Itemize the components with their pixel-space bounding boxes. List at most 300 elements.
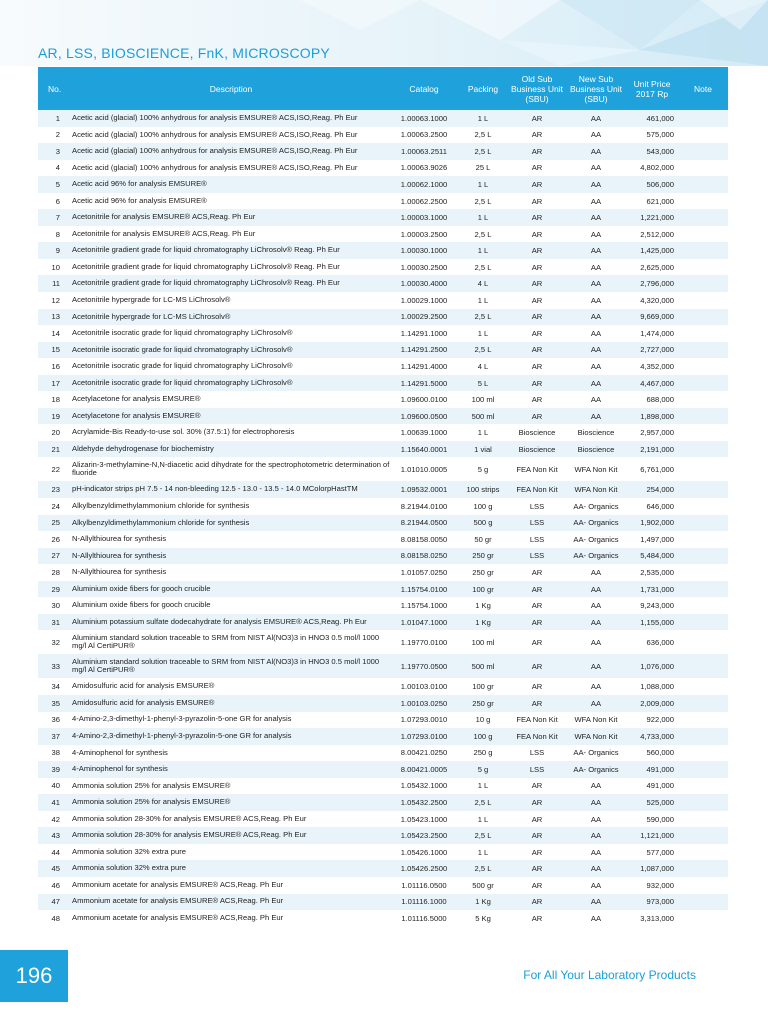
cell-packing: 100 gr xyxy=(472,682,494,692)
cell-row-number: 46 xyxy=(51,880,60,890)
cell-note xyxy=(678,176,728,193)
cell-description: Acetic acid 96% for analysis EMSURE® xyxy=(72,176,390,193)
cell-description: Ammonia solution 25% for analysis EMSURE® xyxy=(72,794,390,811)
cell-row-number: 27 xyxy=(38,548,72,565)
cell-old-sbu: LSS xyxy=(529,534,545,544)
cell-packing: 1 L xyxy=(477,847,489,857)
cell-packing: 2,5 L xyxy=(458,309,508,326)
cell-packing: 1 Kg xyxy=(458,614,508,631)
cell-row-number: 9 xyxy=(38,242,72,259)
cell-new-sbu: AA xyxy=(566,110,626,127)
cell-description: Acetic acid 96% for analysis EMSURE® xyxy=(72,195,207,205)
cell-description: pH-indicator strips pH 7.5 - 14 non-bleeding 12.5 - 13.0 - 13.5 - 14.0 MColorpHastTM xyxy=(72,481,390,498)
cell-description: Acetonitrile isocratic grade for liquid chromatography LiChrosolv® xyxy=(72,342,390,359)
cell-note xyxy=(678,275,728,292)
cell-catalog: 1.01116.0500 xyxy=(401,880,447,890)
cell-catalog: 1.05423.2500 xyxy=(390,827,458,844)
cell-unit-price: 1,902,000 xyxy=(626,515,678,532)
cell-old-sbu: Bioscience xyxy=(508,441,566,458)
table-row xyxy=(38,811,728,828)
cell-unit-price: 491,000 xyxy=(626,761,678,778)
cell-description: Amidosulfuric acid for analysis EMSURE® xyxy=(72,695,390,712)
cell-note xyxy=(678,143,728,160)
header-new-sbu: New Sub Business Unit (SBU) xyxy=(566,67,626,110)
cell-old-sbu: AR xyxy=(531,913,543,923)
cell-new-sbu: AA xyxy=(566,242,626,259)
cell-old-sbu: AR xyxy=(508,209,566,226)
cell-catalog: 1.00103.0100 xyxy=(400,682,448,692)
cell-old-sbu: AR xyxy=(508,143,566,160)
cell-catalog: 1.00103.0250 xyxy=(390,695,458,712)
cell-new-sbu: AA xyxy=(566,209,626,226)
page-number: 196 xyxy=(15,963,53,988)
cell-description: Aluminium oxide fibers for gooch crucible xyxy=(72,600,211,610)
cell-catalog: 1.09600.0100 xyxy=(400,395,448,405)
cell-old-sbu: LSS xyxy=(508,515,566,532)
cell-note xyxy=(678,910,728,927)
cell-unit-price: 491,000 xyxy=(646,781,674,791)
cell-new-sbu: WFA Non Kit xyxy=(574,464,618,474)
cell-note xyxy=(678,564,728,581)
cell-packing: 500 g xyxy=(458,515,508,532)
cell-catalog: 1.01047.1000 xyxy=(390,614,458,631)
cell-description: 4-Aminophenol for synthesis xyxy=(72,747,168,757)
header-description: Description xyxy=(72,67,390,110)
cell-new-sbu: WFA Non Kit xyxy=(566,481,626,498)
cell-catalog: 1.00003.1000 xyxy=(390,209,458,226)
cell-new-sbu: AA xyxy=(590,229,602,239)
table-row xyxy=(38,794,728,811)
cell-unit-price: 2,727,000 xyxy=(626,342,678,359)
cell-catalog: 1.07293.0010 xyxy=(400,715,448,725)
cell-old-sbu: FEA Non Kit xyxy=(516,715,558,725)
cell-description: 4-Amino-2,3-dimethyl-1-phenyl-3-pyrazolin-5-one GR for analysis xyxy=(72,714,292,724)
cell-note xyxy=(678,630,728,654)
cell-catalog: 1.00030.2500 xyxy=(400,262,448,272)
cell-note xyxy=(678,292,728,309)
cell-row-number: 10 xyxy=(51,262,60,272)
cell-description: Aldehyde dehydrogenase for biochemistry xyxy=(72,441,390,458)
cell-packing: 2,5 L xyxy=(474,196,492,206)
cell-row-number: 19 xyxy=(38,408,72,425)
table-row xyxy=(38,259,728,276)
cell-row-number: 39 xyxy=(38,761,72,778)
cell-old-sbu: AR xyxy=(508,894,566,911)
cell-note xyxy=(678,712,728,729)
cell-unit-price: 688,000 xyxy=(646,395,674,405)
cell-description: Ammonia solution 32% extra pure xyxy=(72,860,390,877)
cell-new-sbu: Bioscience xyxy=(577,428,615,438)
cell-packing: 250 gr xyxy=(472,567,494,577)
header-unit-price: Unit Price 2017 Rp xyxy=(626,67,678,110)
table-row xyxy=(38,242,728,259)
cell-note xyxy=(678,358,728,375)
cell-catalog: 8.08158.0250 xyxy=(390,548,458,565)
cell-row-number: 11 xyxy=(38,275,72,292)
cell-unit-price: 1,076,000 xyxy=(626,654,678,678)
table-row xyxy=(38,143,728,160)
cell-catalog: 1.00062.1000 xyxy=(390,176,458,193)
cell-packing: 1 vial xyxy=(458,441,508,458)
table-row xyxy=(38,630,728,654)
cell-row-number: 18 xyxy=(51,395,60,405)
cell-row-number: 12 xyxy=(51,295,60,305)
cell-new-sbu: AA xyxy=(590,395,602,405)
cell-catalog: 1.09532.0001 xyxy=(390,481,458,498)
header-no: No. xyxy=(38,67,72,110)
cell-new-sbu: AA xyxy=(590,361,602,371)
cell-old-sbu: AR xyxy=(508,827,566,844)
cell-row-number: 5 xyxy=(38,176,72,193)
cell-unit-price: 2,535,000 xyxy=(640,567,674,577)
cell-old-sbu: AR xyxy=(508,614,566,631)
cell-unit-price: 543,000 xyxy=(626,143,678,160)
cell-note xyxy=(678,424,728,441)
cell-row-number: 6 xyxy=(55,196,60,206)
cell-unit-price: 9,669,000 xyxy=(626,309,678,326)
cell-old-sbu: AR xyxy=(531,130,543,140)
cell-new-sbu: AA xyxy=(590,847,602,857)
cell-catalog: 1.01057.0250 xyxy=(400,567,448,577)
cell-packing: 100 ml xyxy=(471,395,495,405)
cell-catalog: 1.00030.1000 xyxy=(390,242,458,259)
cell-description: Acetonitrile isocratic grade for liquid chromatography LiChrosolv® xyxy=(72,361,293,371)
cell-note xyxy=(678,548,728,565)
cell-catalog: 1.00029.2500 xyxy=(390,309,458,326)
cell-description: Acetic acid (glacial) 100% anhydrous for analysis EMSURE® ACS,ISO,Reag. Ph Eur xyxy=(72,143,390,160)
cell-row-number: 37 xyxy=(38,728,72,745)
cell-catalog: 1.07293.0100 xyxy=(390,728,458,745)
cell-unit-price: 1,497,000 xyxy=(640,534,674,544)
cell-row-number: 21 xyxy=(38,441,72,458)
cell-row-number: 40 xyxy=(51,781,60,791)
table-row xyxy=(38,342,728,359)
table-row xyxy=(38,391,728,408)
cell-row-number: 14 xyxy=(51,328,60,338)
cell-description: Acetic acid (glacial) 100% anhydrous for analysis EMSURE® ACS,ISO,Reag. Ph Eur xyxy=(72,110,390,127)
table-row xyxy=(38,597,728,614)
cell-note xyxy=(678,761,728,778)
cell-packing: 2,5 L xyxy=(474,262,492,272)
cell-new-sbu: AA xyxy=(590,601,602,611)
cell-note xyxy=(678,259,728,276)
table-row xyxy=(38,654,728,678)
cell-unit-price: 4,320,000 xyxy=(640,295,674,305)
cell-row-number: 26 xyxy=(51,534,60,544)
cell-packing: 2,5 L xyxy=(458,342,508,359)
cell-unit-price: 2,796,000 xyxy=(626,275,678,292)
cell-note xyxy=(678,408,728,425)
cell-note xyxy=(678,678,728,695)
cell-packing: 1 L xyxy=(458,176,508,193)
table-row xyxy=(38,778,728,795)
cell-new-sbu: AA xyxy=(590,130,602,140)
cell-note xyxy=(678,531,728,548)
cell-catalog: 8.00421.0005 xyxy=(390,761,458,778)
cell-description: Acetonitrile gradient grade for liquid chromatography LiChrosolv® Reag. Ph Eur xyxy=(72,275,390,292)
cell-old-sbu: AR xyxy=(531,567,543,577)
cell-row-number: 33 xyxy=(38,654,72,678)
cell-catalog: 1.00063.2500 xyxy=(400,130,448,140)
cell-description: N-Allylthiourea for synthesis xyxy=(72,548,390,565)
cell-note xyxy=(678,695,728,712)
cell-description: 4-Aminophenol for synthesis xyxy=(72,761,390,778)
cell-note xyxy=(678,654,728,678)
cell-unit-price: 2,512,000 xyxy=(640,229,674,239)
table-row xyxy=(38,860,728,877)
cell-description: Acetylacetone for analysis EMSURE® xyxy=(72,408,390,425)
cell-packing: 2,5 L xyxy=(474,229,492,239)
cell-catalog: 1.09600.0500 xyxy=(390,408,458,425)
cell-catalog: 1.01010.0005 xyxy=(400,464,448,474)
cell-description: Acetic acid (glacial) 100% anhydrous for analysis EMSURE® ACS,ISO,Reag. Ph Eur xyxy=(72,129,358,139)
table-row xyxy=(38,712,728,729)
cell-new-sbu: AA xyxy=(566,309,626,326)
cell-row-number: 44 xyxy=(51,847,60,857)
cell-catalog: 1.05423.1000 xyxy=(400,814,448,824)
cell-packing: 1 L xyxy=(477,781,489,791)
page-title: AR, LSS, BIOSCIENCE, FnK, MICROSCOPY xyxy=(38,45,330,61)
cell-old-sbu: AR xyxy=(508,375,566,392)
cell-old-sbu: AR xyxy=(531,682,543,692)
cell-unit-price: 6,761,000 xyxy=(640,464,674,474)
cell-old-sbu: AR xyxy=(508,275,566,292)
cell-unit-price: 1,221,000 xyxy=(626,209,678,226)
cell-unit-price: 1,474,000 xyxy=(640,328,674,338)
cell-packing: 2,5 L xyxy=(458,794,508,811)
cell-description: Ammonia solution 28-30% for analysis EMSURE® ACS,Reag. Ph Eur xyxy=(72,813,307,823)
cell-packing: 500 ml xyxy=(458,654,508,678)
table-row xyxy=(38,678,728,695)
cell-new-sbu: AA xyxy=(590,163,602,173)
cell-unit-price: 646,000 xyxy=(646,501,674,511)
cell-row-number: 28 xyxy=(51,567,60,577)
cell-row-number: 23 xyxy=(38,481,72,498)
cell-description: Ammonium acetate for analysis EMSURE® ACS,Reag. Ph Eur xyxy=(72,879,284,889)
cell-row-number: 43 xyxy=(38,827,72,844)
table-row xyxy=(38,498,728,515)
cell-old-sbu: AR xyxy=(531,395,543,405)
cell-new-sbu: AA xyxy=(590,637,602,647)
cell-catalog: 1.00029.1000 xyxy=(400,295,448,305)
cell-row-number: 17 xyxy=(38,375,72,392)
cell-packing: 4 L xyxy=(458,275,508,292)
cell-row-number: 41 xyxy=(38,794,72,811)
cell-note xyxy=(678,728,728,745)
cell-old-sbu: Bioscience xyxy=(518,428,556,438)
cell-note xyxy=(678,811,728,828)
cell-row-number: 16 xyxy=(51,361,60,371)
cell-unit-price: 973,000 xyxy=(626,894,678,911)
cell-old-sbu: AR xyxy=(508,309,566,326)
cell-packing: 1 Kg xyxy=(475,601,491,611)
cell-packing: 1 L xyxy=(477,428,489,438)
cell-packing: 250 gr xyxy=(458,695,508,712)
cell-note xyxy=(678,226,728,243)
price-table xyxy=(38,67,728,927)
table-row xyxy=(38,761,728,778)
table-row xyxy=(38,408,728,425)
cell-row-number: 32 xyxy=(51,637,60,647)
cell-note xyxy=(678,515,728,532)
cell-catalog: 1.05426.1000 xyxy=(400,847,448,857)
cell-old-sbu: AR xyxy=(508,110,566,127)
cell-old-sbu: LSS xyxy=(508,761,566,778)
cell-description: Aluminium potassium sulfate dodecahydrate for analysis EMSURE® ACS,Reag. Ph Eur xyxy=(72,614,390,631)
cell-catalog: 1.14291.1000 xyxy=(400,328,448,338)
cell-new-sbu: AA- Organics xyxy=(566,515,626,532)
cell-catalog: 8.21944.0500 xyxy=(390,515,458,532)
cell-catalog: 1.05432.1000 xyxy=(400,781,448,791)
cell-packing: 1 L xyxy=(458,242,508,259)
cell-old-sbu: AR xyxy=(508,242,566,259)
cell-catalog: 8.08158.0050 xyxy=(400,534,448,544)
cell-new-sbu: AA- Organics xyxy=(573,501,619,511)
cell-old-sbu: AR xyxy=(531,295,543,305)
cell-description: N-Allylthiourea for synthesis xyxy=(72,567,167,577)
cell-new-sbu: AA xyxy=(590,880,602,890)
cell-description: Acetic acid (glacial) 100% anhydrous for analysis EMSURE® ACS,ISO,Reag. Ph Eur xyxy=(72,162,358,172)
cell-unit-price: 2,957,000 xyxy=(640,428,674,438)
cell-description: Alkylbenzyldimethylammonium chloride for synthesis xyxy=(72,501,250,510)
cell-old-sbu: AR xyxy=(508,581,566,598)
cell-note xyxy=(678,614,728,631)
cell-row-number: 15 xyxy=(38,342,72,359)
cell-catalog: 1.01116.1000 xyxy=(390,894,458,911)
cell-old-sbu: AR xyxy=(531,229,543,239)
cell-new-sbu: AA- Organics xyxy=(566,761,626,778)
cell-description: Alizarin-3-methylamine-N,N-diacetic acid dihydrate for the spectrophotometric determination of fluoride xyxy=(72,459,390,478)
cell-unit-price: 525,000 xyxy=(626,794,678,811)
cell-new-sbu: Bioscience xyxy=(566,441,626,458)
cell-old-sbu: FEA Non Kit xyxy=(516,464,558,474)
cell-unit-price: 3,313,000 xyxy=(640,913,674,923)
cell-row-number: 35 xyxy=(38,695,72,712)
cell-packing: 10 g xyxy=(475,715,491,725)
cell-unit-price: 2,625,000 xyxy=(640,262,674,272)
cell-new-sbu: AA xyxy=(566,143,626,160)
cell-note xyxy=(678,498,728,515)
table-row xyxy=(38,614,728,631)
cell-unit-price: 636,000 xyxy=(646,637,674,647)
table-row xyxy=(38,292,728,309)
cell-note xyxy=(678,745,728,762)
cell-catalog: 8.21944.0100 xyxy=(400,501,448,511)
cell-packing: 1 Kg xyxy=(458,894,508,911)
cell-note xyxy=(678,127,728,144)
cell-row-number: 3 xyxy=(38,143,72,160)
cell-packing: 5 Kg xyxy=(475,913,491,923)
cell-new-sbu: AA xyxy=(566,827,626,844)
cell-catalog: 1.00003.2500 xyxy=(400,229,448,239)
cell-packing: 5 L xyxy=(458,375,508,392)
cell-unit-price: 932,000 xyxy=(646,880,674,890)
cell-old-sbu: AR xyxy=(508,176,566,193)
cell-new-sbu: WFA Non Kit xyxy=(566,728,626,745)
cell-row-number: 29 xyxy=(38,581,72,598)
cell-note xyxy=(678,242,728,259)
cell-description: Aluminium standard solution traceable to SRM from NIST Al(NO3)3 in HNO3 0.5 mol/l 1000 mg/l Al CertiPUR® xyxy=(72,632,380,651)
cell-new-sbu: AA xyxy=(590,328,602,338)
cell-packing: 100 gr xyxy=(458,581,508,598)
cell-description: Acrylamide-Bis Ready-to-use sol. 30% (37.5:1) for electrophoresis xyxy=(72,427,295,437)
cell-unit-price: 621,000 xyxy=(646,196,674,206)
cell-old-sbu: LSS xyxy=(529,748,545,758)
cell-catalog: 1.19770.0500 xyxy=(390,654,458,678)
cell-new-sbu: AA xyxy=(566,581,626,598)
cell-old-sbu: AR xyxy=(531,328,543,338)
cell-packing: 50 gr xyxy=(474,534,492,544)
cell-new-sbu: WFA Non Kit xyxy=(574,715,618,725)
cell-packing: 1 L xyxy=(477,295,489,305)
cell-new-sbu: AA xyxy=(590,814,602,824)
cell-unit-price: 1,898,000 xyxy=(626,408,678,425)
table-row xyxy=(38,877,728,894)
cell-note xyxy=(678,597,728,614)
table-row xyxy=(38,910,728,927)
table-row xyxy=(38,375,728,392)
cell-packing: 100 g xyxy=(458,728,508,745)
cell-note xyxy=(678,860,728,877)
table-row xyxy=(38,226,728,243)
cell-new-sbu: AA xyxy=(590,567,602,577)
table-row xyxy=(38,728,728,745)
table-row xyxy=(38,325,728,342)
cell-note xyxy=(678,441,728,458)
cell-unit-price: 590,000 xyxy=(646,814,674,824)
cell-new-sbu: AA xyxy=(566,695,626,712)
cell-row-number: 48 xyxy=(51,913,60,923)
table-row xyxy=(38,110,728,127)
cell-row-number: 22 xyxy=(51,464,60,474)
cell-packing: 2,5 L xyxy=(474,130,492,140)
cell-old-sbu: AR xyxy=(508,860,566,877)
cell-old-sbu: LSS xyxy=(508,548,566,565)
cell-description: Ammonia solution 28-30% for analysis EMSURE® ACS,Reag. Ph Eur xyxy=(72,827,390,844)
cell-note xyxy=(678,309,728,326)
table-row xyxy=(38,441,728,458)
table-row xyxy=(38,457,728,481)
cell-catalog: 1.19770.0100 xyxy=(400,637,448,647)
cell-new-sbu: AA xyxy=(590,196,602,206)
cell-description: Acetonitrile hypergrade for LC-MS LiChrosolv® xyxy=(72,309,390,326)
cell-note xyxy=(678,160,728,177)
cell-description: Acetonitrile isocratic grade for liquid chromatography LiChrosolv® xyxy=(72,328,293,338)
header-banner xyxy=(0,0,768,66)
cell-old-sbu: AR xyxy=(531,781,543,791)
cell-old-sbu: AR xyxy=(531,163,543,173)
cell-note xyxy=(678,325,728,342)
cell-new-sbu: AA xyxy=(566,654,626,678)
cell-description: 4-Amino-2,3-dimethyl-1-phenyl-3-pyrazolin-5-one GR for analysis xyxy=(72,728,390,745)
cell-new-sbu: AA xyxy=(566,375,626,392)
cell-unit-price: 4,352,000 xyxy=(640,361,674,371)
cell-catalog: 1.05426.2500 xyxy=(390,860,458,877)
cell-old-sbu: AR xyxy=(531,847,543,857)
cell-old-sbu: AR xyxy=(508,408,566,425)
cell-old-sbu: AR xyxy=(508,695,566,712)
cell-note xyxy=(678,481,728,498)
cell-packing: 5 g xyxy=(458,761,508,778)
cell-unit-price: 922,000 xyxy=(646,715,674,725)
cell-new-sbu: AA xyxy=(590,682,602,692)
cell-unit-price: 1,731,000 xyxy=(626,581,678,598)
cell-packing: 100 ml xyxy=(471,637,495,647)
cell-new-sbu: AA xyxy=(566,342,626,359)
cell-packing: 2,5 L xyxy=(458,143,508,160)
cell-old-sbu: AR xyxy=(531,361,543,371)
table-row xyxy=(38,695,728,712)
